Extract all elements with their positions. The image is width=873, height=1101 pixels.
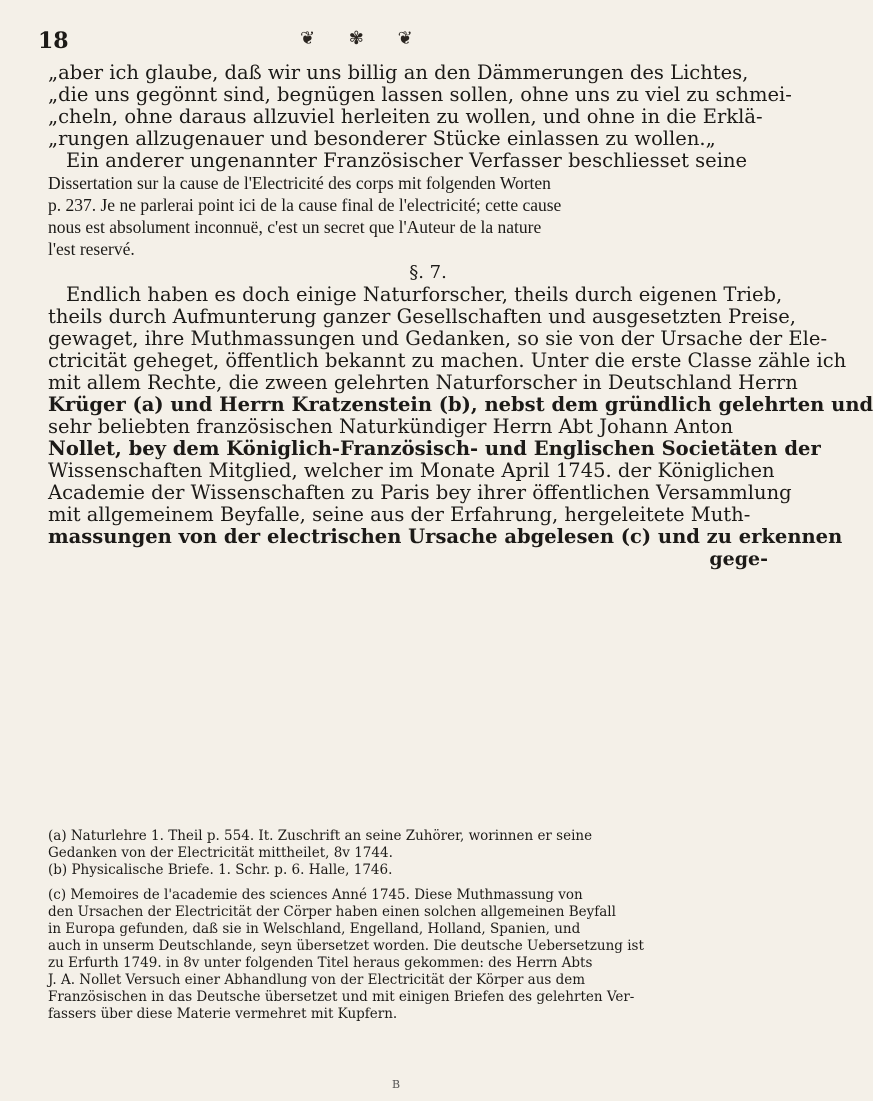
text-line: sehr beliebten französischen Naturkündiger Herrn Abt Johann Anton [48,415,734,438]
footnote-line: zu Erfurth 1749. in 8v unter folgenden Titel heraus gekommen: des Herrn Abts [48,955,593,971]
catchword: gege- [709,548,768,570]
footnote-line: (b) Physicalische Briefe. 1. Schr. p. 6. Halle, 1746. [48,862,393,878]
text-line: „die uns gegönnt sind, begnügen lassen sollen, ohne uns zu viel zu schmei- [48,83,792,106]
footnote-line: in Europa gefunden, daß sie in Welschland, Engelland, Holland, Spanien, und [48,921,581,937]
footnote-line: fassers über diese Materie vermehret mit Kupfern. [48,1006,398,1022]
text-line: mit allgemeinem Beyfalle, seine aus der Erfahrung, hergeleitete Muth- [48,503,751,526]
main-text [48,61,873,570]
text-line: gewaget, ihre Muthmassungen und Gedanken, so sie von der Ursache der Ele- [48,327,828,350]
footnote-line: Französischen in das Deutsche übersetzet und mit einigen Briefen des gelehrten Ver- [48,989,635,1005]
footnotes [48,828,772,1023]
text-line: ctricität geheget, öffentlich bekannt zu machen. Unter die erste Classe zähle ich [48,349,847,372]
text-line: massungen von der electrischen Ursache abgelesen (c) und zu erkennen [48,525,843,548]
footnote-line: (a) Naturlehre 1. Theil p. 554. It. Zuschrift an seine Zuhörer, worinnen er seine [48,828,593,844]
section-heading: §. 7. [409,262,447,283]
text-line: p. 237. Je ne parlerai point ici de la cause final de l'electricité; cette cause [48,195,562,215]
footnote-line: den Ursachen der Electricität der Cörper haben einen solchen allgemeinen Beyfall [48,904,616,920]
text-line: Wissenschaften Mitglied, welcher im Monate April 1745. der Königlichen [48,459,775,482]
text-line: Dissertation sur la cause de l'Electricité des corps mit folgenden Worten [48,173,551,193]
page-number: 18 [38,28,69,54]
text-line: „cheln, ohne daraus allzuviel herleiten zu wollen, und ohne in die Erklä- [48,105,763,128]
footnote-line: Gedanken von der Electricität mittheilet, 8v 1744. [48,845,393,861]
text-line: Academie der Wissenschaften zu Paris bey ihrer öffentlichen Versammlung [48,481,792,504]
header-ornament-icon: ❦ ✾ ❦ [300,28,427,49]
text-line: Endlich haben es doch einige Naturforscher, theils durch eigenen Trieb, [66,283,783,306]
text-line: Nollet, bey dem Königlich-Französisch- und Englischen Societäten der [48,437,821,460]
text-line: Ein anderer ungenannter Französischer Verfasser beschliesset seine [66,149,748,172]
text-line: „aber ich glaube, daß wir uns billig an den Dämmerungen des Lichtes, [48,61,749,84]
text-line: mit allem Rechte, die zween gelehrten Naturforscher in Deutschland Herrn [48,371,798,394]
printer-signature: B [392,1078,401,1091]
footnote-line: (c) Memoires de l'academie des sciences Anné 1745. Diese Muthmassung von [48,887,583,903]
text-line: l'est reservé. [48,239,135,259]
footnote-line: J. A. Nollet Versuch einer Abhandlung von der Electricität der Körper aus dem [48,972,586,988]
footnote-line: auch in unserm Deutschlande, seyn übersetzet worden. Die deutsche Uebersetzung ist [48,938,644,954]
text-line: Krüger (a) und Herrn Kratzenstein (b), nebst dem gründlich gelehrten und [48,393,873,416]
text-line: theils durch Aufmunterung ganzer Gesellschaften und ausgesetzten Preise, [48,305,796,328]
text-line: nous est absolument inconnuë, c'est un secret que l'Auteur de la nature [48,217,542,237]
text-line: „rungen allzugenauer und besonderer Stücke einlassen zu wollen.„ [48,127,716,150]
